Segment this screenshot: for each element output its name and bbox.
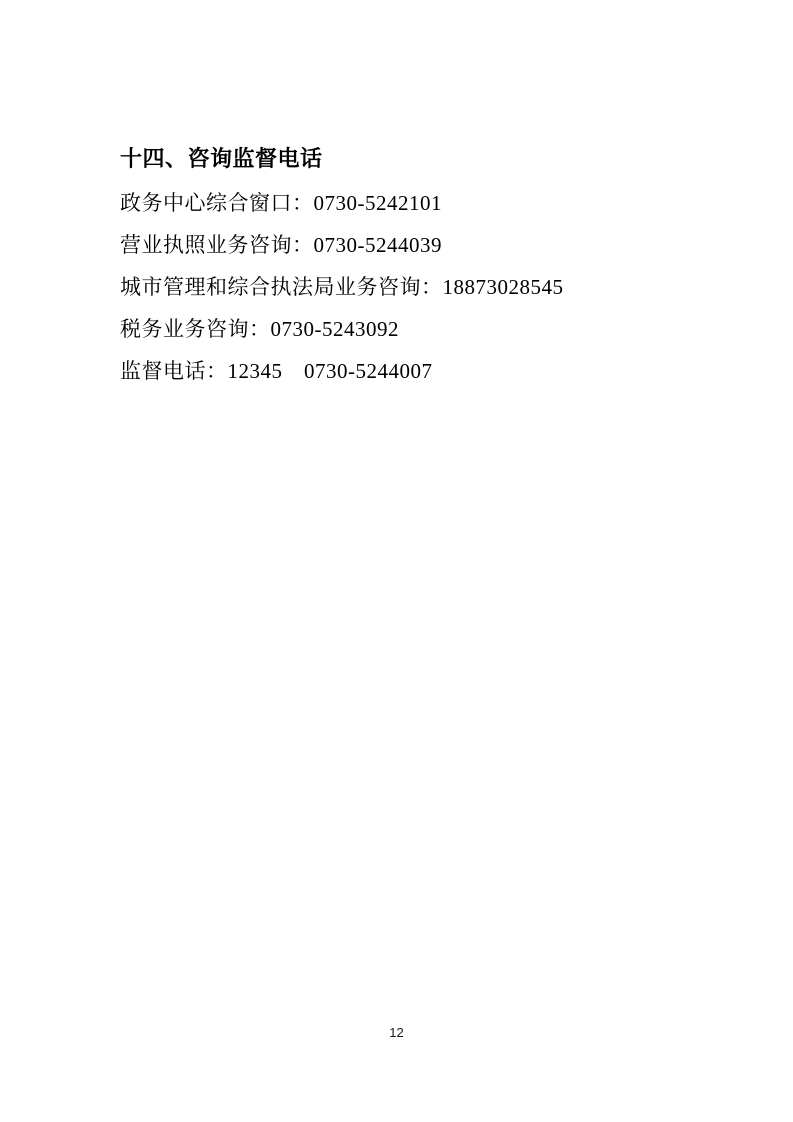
phone-line-urban-management: 城市管理和综合执法局业务咨询：18873028545: [120, 275, 564, 299]
page-number: 12: [389, 1025, 404, 1040]
phone-line-tax-service: 税务业务咨询：0730-5243092: [120, 317, 399, 341]
page-content: [120, 145, 683, 399]
phone-line-business-license: 营业执照业务咨询：0730-5244039: [120, 233, 442, 257]
section-heading: 十四、咨询监督电话: [120, 146, 323, 171]
phone-line-supervision: 监督电话：12345 0730-5244007: [120, 359, 433, 383]
phone-line-government-service-center: 政务中心综合窗口：0730-5242101: [120, 191, 442, 215]
page-footer: [0, 1024, 793, 1042]
